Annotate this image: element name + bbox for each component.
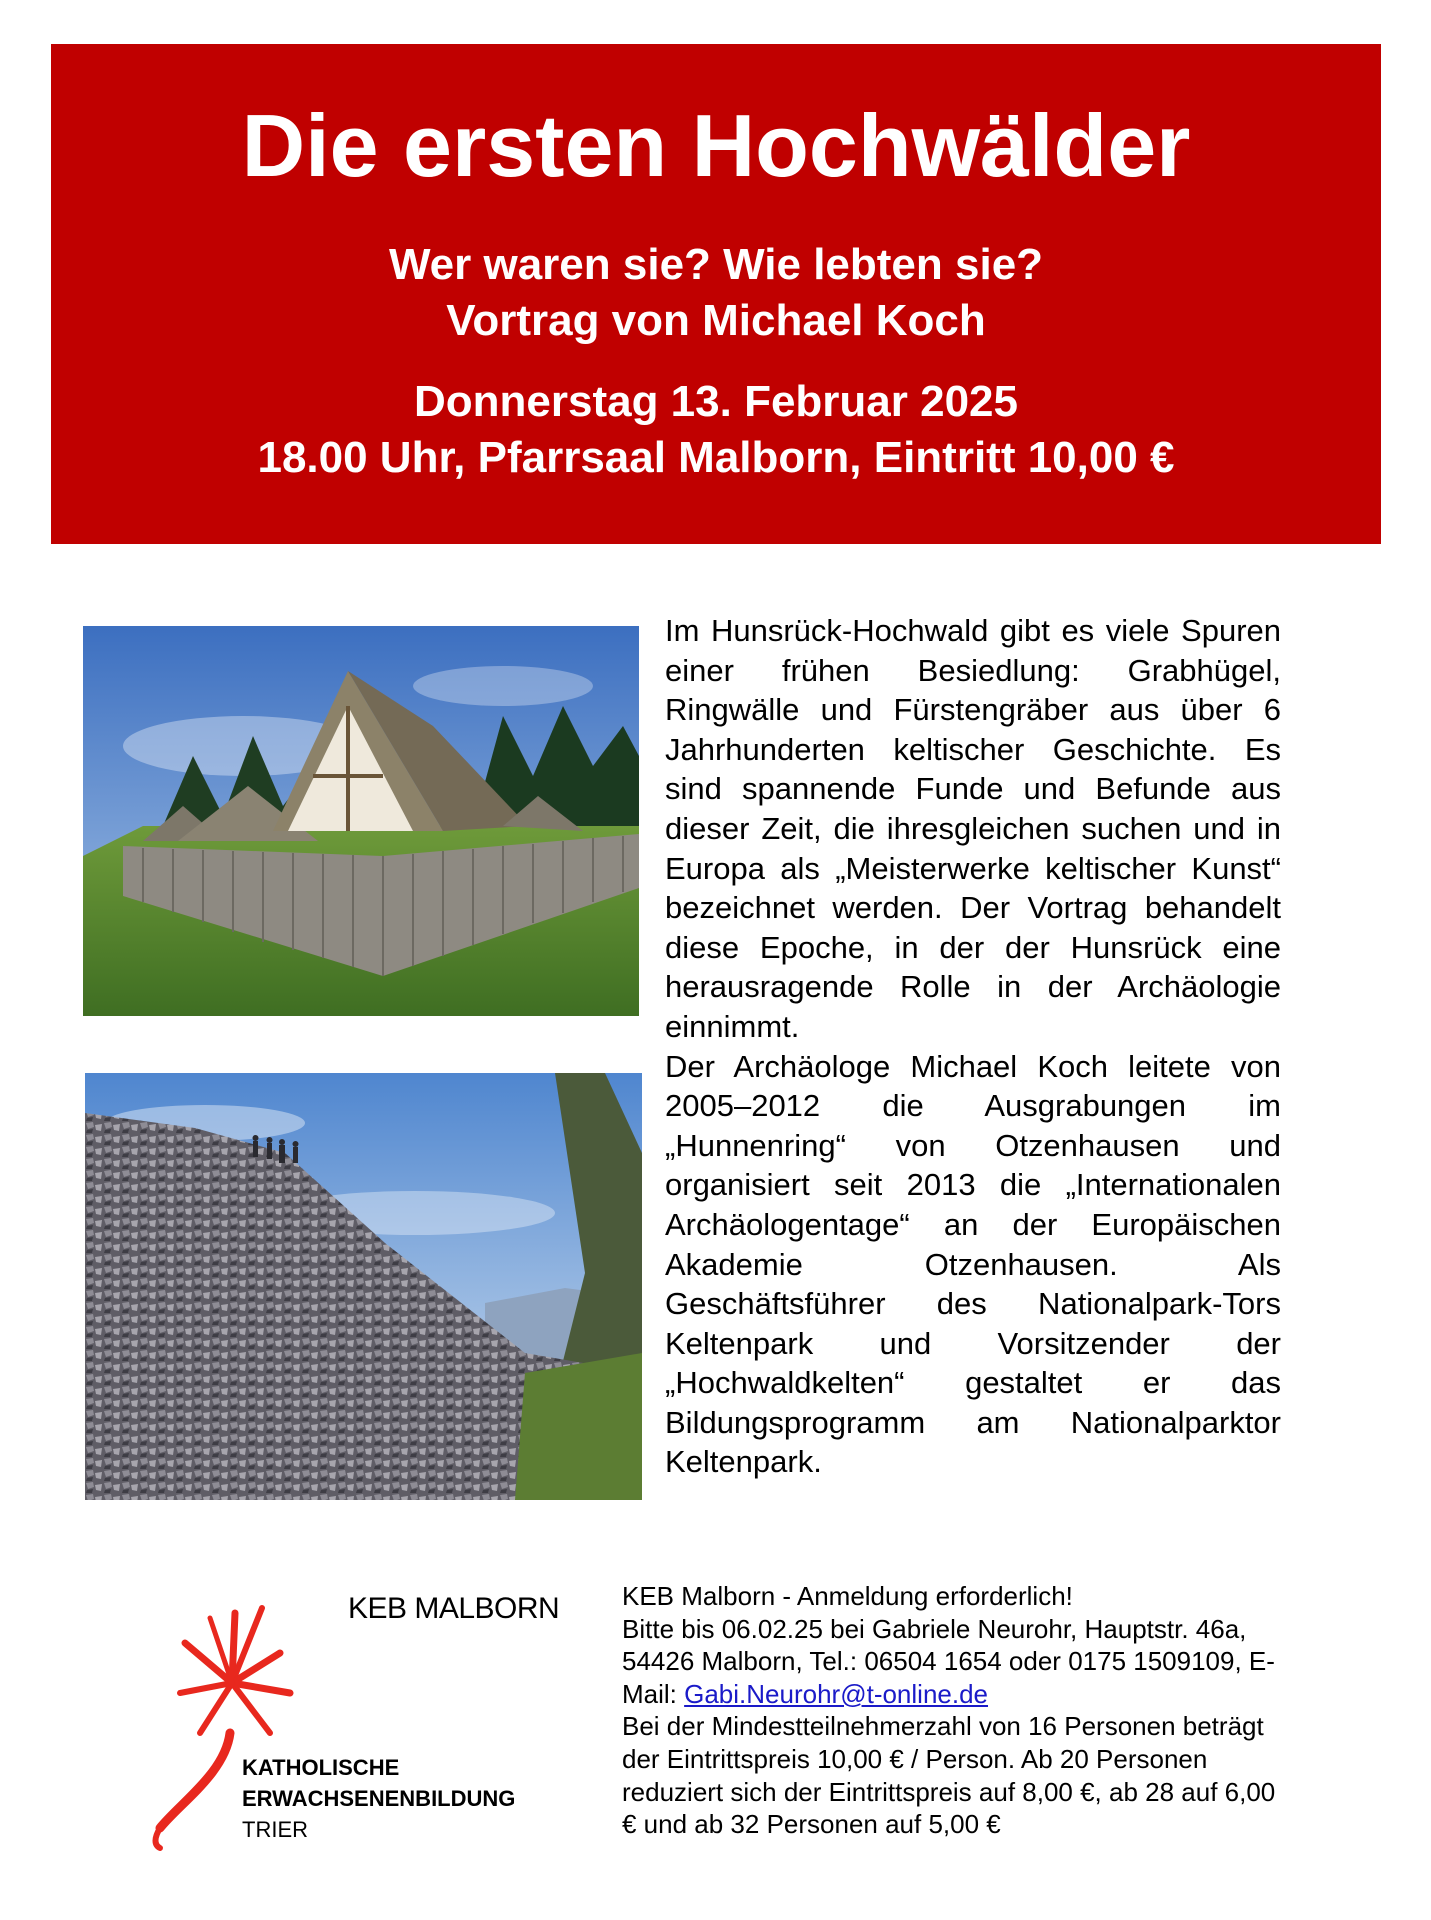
stone-rampart-photo	[85, 1073, 642, 1500]
registration-heading: KEB Malborn - Anmeldung erforderlich!	[622, 1581, 1073, 1611]
event-date: Donnerstag 13. Februar 2025	[413, 377, 1018, 426]
organization-line-1: KATHOLISCHE	[242, 1755, 400, 1780]
celtic-village-photo	[83, 626, 639, 1016]
keb-malborn-label: KEB MALBORN	[348, 1592, 560, 1625]
description-paragraph-1: Im Hunsrück-Hochwald gibt es viele Spuren einer frühen Besiedlung: Grabhügel, Ringwälle und Fürstengräber aus über 6 Jahrhunderten keltischer Geschichte. Es sind spannende Funde und Befunde aus dieser Zeit, die ihresgleichen suchen und in Europa als „Meisterwerke keltischer Kunst“ bezeichnet werden. Der Vortrag behandelt diese Epoche, in der der Hunsrück eine herausragende Rolle in der Archäologie einnimmt.	[665, 613, 1281, 1044]
email-link[interactable]: Gabi.Neurohr@t-online.de	[684, 1678, 989, 1709]
registration-contact	[622, 1613, 1282, 1711]
subtitle-line-2: Vortrag von Michael Koch	[446, 296, 986, 345]
subtitle	[51, 237, 1381, 349]
lecture-description	[665, 611, 1281, 1482]
description-paragraph-2: Der Archäologe Michael Koch leitete von 2005–2012 die Ausgrabungen im „Hunnenring“ von Otzenhausen und organisiert seit 2013 die „Internationalen Archäologentage“ an der Europäischen Akademie Otzenhausen. Als Geschäftsführer des Nationalpark-Tors Keltenpark und Vorsitzender der „Hochwaldkelten“ gestaltet er das Bildungsprogramm am Nationalparktor Keltenpark.	[665, 1048, 1281, 1480]
subtitle-line-1: Wer waren sie? Wie lebten sie?	[388, 240, 1044, 289]
contact-text: Bitte bis 06.02.25 bei Gabriele Neurohr, Hauptstr. 46a, 54426 Malborn, Tel.: 06504 1654 oder 0175 1509109, E-Mail:	[622, 1613, 1275, 1709]
pricing-info: Bei der Mindestteilnehmerzahl von 16 Personen beträgt der Eintrittspreis 10,00 € / Person. Ab 20 Personen reduziert sich der Eintrittspreis auf 8,00 €, ab 28 auf 6,00 € und ab 32 Personen auf 5,00 €	[622, 1711, 1276, 1840]
page-title: Die ersten Hochwälder	[241, 96, 1191, 195]
event-time-place: 18.00 Uhr, Pfarrsaal Malborn, Eintritt 10,00 €	[257, 433, 1175, 482]
organization-name	[242, 1752, 515, 1814]
organization-line-2: ERWACHSENENBILDUNG	[242, 1786, 516, 1811]
title-banner	[51, 44, 1381, 544]
event-details	[51, 374, 1381, 486]
registration-info	[622, 1580, 1282, 1841]
organization-city: TRIER	[242, 1817, 308, 1842]
